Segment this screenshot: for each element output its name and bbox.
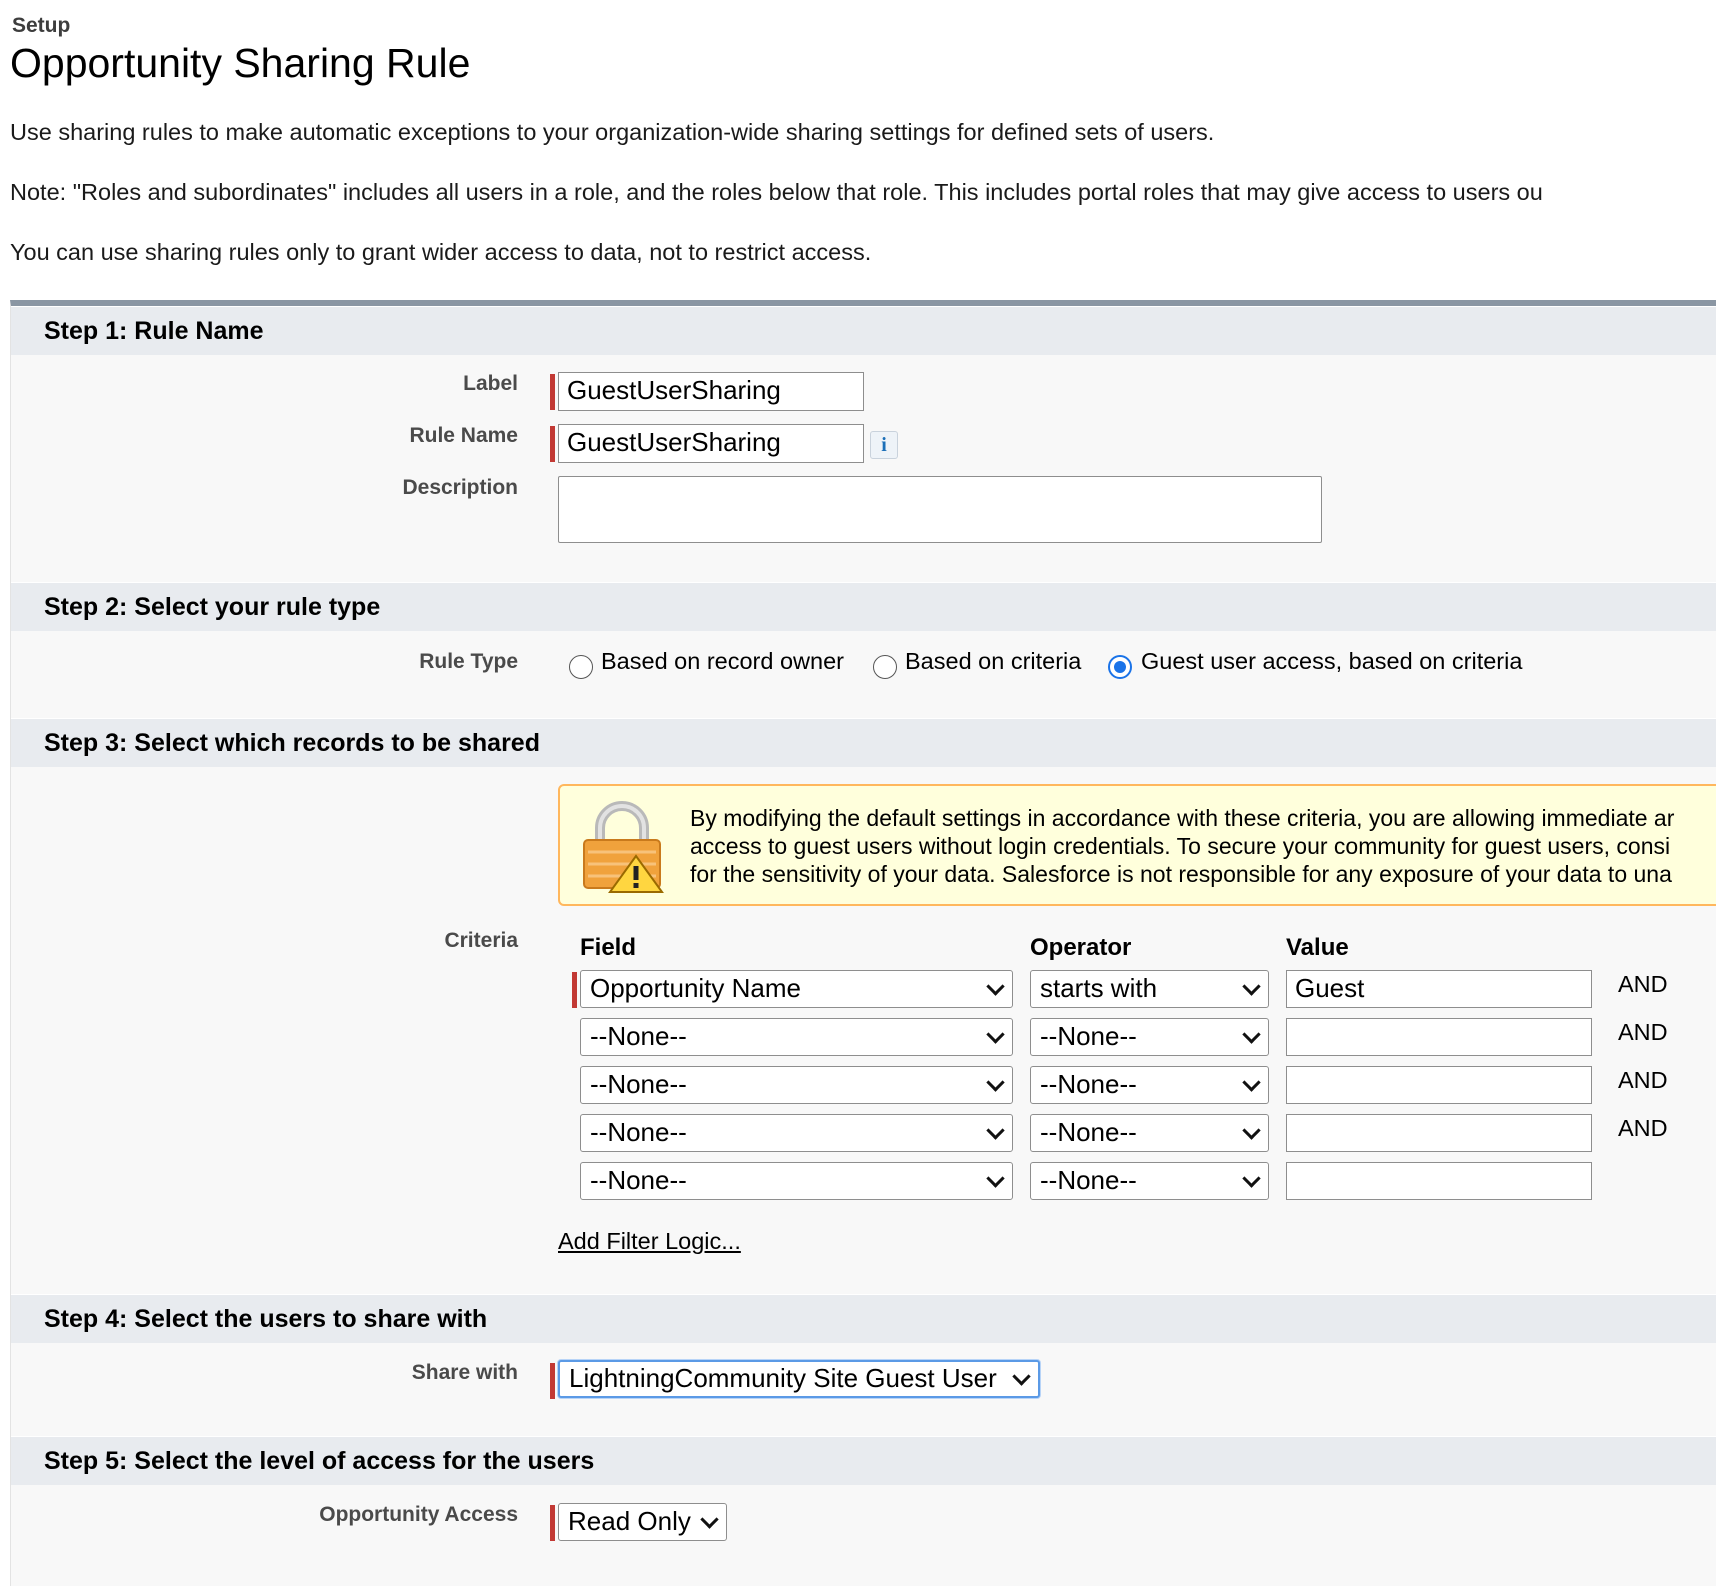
field-select-3[interactable] [580, 1066, 1013, 1104]
chevron-down-icon [1012, 1367, 1030, 1385]
required-indicator [572, 972, 577, 1008]
opportunity-access-select[interactable] [558, 1503, 727, 1541]
warning-text [690, 804, 1674, 888]
field-select-4[interactable] [580, 1114, 1013, 1152]
chevron-down-icon [1242, 1121, 1260, 1139]
field-select-1[interactable] [580, 970, 1013, 1008]
operator-select-2[interactable] [1030, 1018, 1269, 1056]
select-value: LightningCommunity Site Guest User [569, 1363, 997, 1393]
and-conjunction: AND [1618, 1115, 1668, 1141]
step5-heading: Step 5: Select the level of access for the users [44, 1447, 595, 1475]
step4-heading: Step 4: Select the users to share with [44, 1305, 488, 1333]
roles-note: Note: "Roles and subordinates" includes all users in a role, and the roles below that role. This includes portal roles that may give access to users ou [10, 179, 1543, 205]
lock-warning-icon [576, 798, 668, 894]
chevron-down-icon [700, 1510, 718, 1528]
radio-record-owner[interactable] [569, 655, 593, 679]
label-field-label: Label [463, 372, 518, 395]
value-input-1[interactable]: Guest [1286, 970, 1592, 1008]
share-with-select[interactable] [558, 1360, 1040, 1398]
rule-type-label: Rule Type [419, 650, 518, 673]
description-textarea[interactable] [558, 476, 1322, 543]
restriction-note: You can use sharing rules only to grant wider access to data, not to restrict access. [10, 239, 872, 265]
label-input[interactable]: GuestUserSharing [558, 372, 864, 411]
operator-select-1[interactable] [1030, 970, 1269, 1008]
chevron-down-icon [986, 1169, 1004, 1187]
select-value: --None-- [1040, 1165, 1137, 1195]
radio-criteria[interactable] [873, 655, 897, 679]
step3-heading: Step 3: Select which records to be shared [44, 729, 540, 757]
select-value: --None-- [590, 1021, 687, 1051]
operator-select-5[interactable] [1030, 1162, 1269, 1200]
radio-record-owner-label[interactable]: Based on record owner [601, 648, 844, 674]
select-value: --None-- [590, 1165, 687, 1195]
step1-header [11, 306, 1716, 355]
guest-access-warning [558, 784, 1716, 906]
required-indicator [550, 1505, 555, 1541]
column-header-field: Field [580, 934, 637, 961]
select-value: Opportunity Name [590, 973, 801, 1003]
radio-guest-user-access[interactable] [1108, 655, 1132, 679]
radio-criteria-label[interactable]: Based on criteria [905, 648, 1082, 674]
operator-select-3[interactable] [1030, 1066, 1269, 1104]
warning-line: for the sensitivity of your data. Salesforce is not responsible for any exposure of your data to una [690, 861, 1672, 887]
operator-select-4[interactable] [1030, 1114, 1269, 1152]
column-header-value: Value [1286, 934, 1349, 961]
required-indicator [550, 426, 555, 462]
radio-guest-user-access-label[interactable]: Guest user access, based on criteria [1141, 648, 1523, 674]
step5-header [11, 1436, 1716, 1485]
required-indicator [550, 374, 555, 410]
chevron-down-icon [1242, 977, 1260, 995]
description-field-label: Description [402, 476, 518, 499]
field-select-5[interactable] [580, 1162, 1013, 1200]
select-value: --None-- [590, 1117, 687, 1147]
step1-heading: Step 1: Rule Name [44, 317, 264, 345]
chevron-down-icon [986, 1073, 1004, 1091]
select-value: --None-- [590, 1069, 687, 1099]
value-input-5[interactable] [1286, 1162, 1592, 1200]
chevron-down-icon [986, 1025, 1004, 1043]
criteria-label: Criteria [444, 929, 518, 952]
chevron-down-icon [986, 1121, 1004, 1139]
info-icon[interactable]: i [870, 431, 898, 459]
rule-name-input[interactable]: GuestUserSharing [558, 424, 864, 463]
opportunity-access-label: Opportunity Access [319, 1503, 518, 1526]
page-title: Opportunity Sharing Rule [10, 40, 471, 86]
select-value: Read Only [568, 1506, 691, 1536]
chevron-down-icon [1242, 1025, 1260, 1043]
step2-header [11, 582, 1716, 631]
value-input-2[interactable] [1286, 1018, 1592, 1056]
intro-text: Use sharing rules to make automatic exceptions to your organization-wide sharing settings for defined sets of users. [10, 119, 1215, 145]
select-value: starts with [1040, 973, 1158, 1003]
chevron-down-icon [1242, 1073, 1260, 1091]
value-input-4[interactable] [1286, 1114, 1592, 1152]
warning-line: access to guest users without login credentials. To secure your community for guest users, consi [690, 833, 1671, 859]
field-select-2[interactable] [580, 1018, 1013, 1056]
chevron-down-icon [1242, 1169, 1260, 1187]
warning-line: By modifying the default settings in accordance with these criteria, you are allowing immediate ar [690, 805, 1675, 831]
and-conjunction: AND [1618, 971, 1668, 997]
required-indicator [550, 1363, 555, 1399]
share-with-label: Share with [411, 1361, 518, 1384]
step4-header [11, 1294, 1716, 1343]
select-value: --None-- [1040, 1069, 1137, 1099]
add-filter-logic-link[interactable]: Add Filter Logic... [558, 1228, 741, 1254]
and-conjunction: AND [1618, 1019, 1668, 1045]
chevron-down-icon [986, 977, 1004, 995]
rule-name-field-label: Rule Name [409, 424, 518, 447]
and-conjunction: AND [1618, 1067, 1668, 1093]
step2-heading: Step 2: Select your rule type [44, 593, 381, 621]
breadcrumb: Setup [12, 14, 71, 37]
column-header-operator: Operator [1030, 934, 1132, 961]
select-value: --None-- [1040, 1117, 1137, 1147]
select-value: --None-- [1040, 1021, 1137, 1051]
step3-header [11, 718, 1716, 767]
value-input-3[interactable] [1286, 1066, 1592, 1104]
